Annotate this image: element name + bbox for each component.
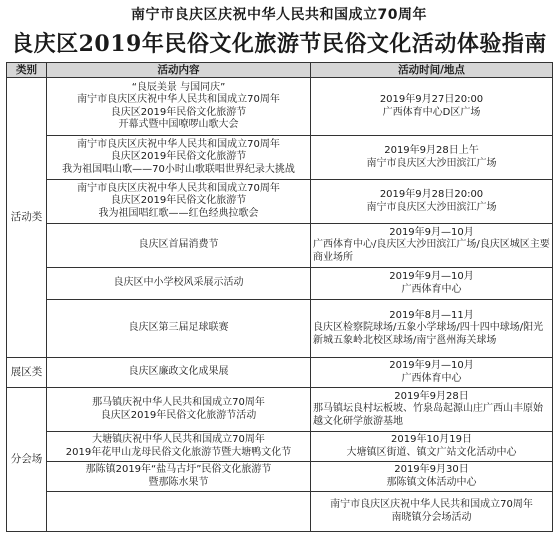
venue-line: 广西体育中心D区广场 [382, 106, 481, 118]
table-row [7, 492, 553, 532]
table-row [7, 78, 553, 136]
time-line: 2019年9月—10月 [389, 360, 474, 371]
header-time-venue: 活动时间/地点 [311, 63, 553, 78]
content-line: 我为祖国唱山歌——70小时山歌联唱世界纪录大挑战 [62, 163, 295, 175]
activity-content [47, 432, 311, 462]
category-cell: 分会场 [7, 388, 47, 532]
activity-time-venue [311, 388, 553, 432]
table-row [7, 136, 553, 180]
activity-time-venue [311, 300, 553, 358]
activity-content: 良庆区中小学校风采展示活动 [47, 268, 311, 300]
venue-line: 广西体育中心 [401, 372, 462, 384]
activity-time-venue [311, 224, 553, 268]
activity-time-venue [311, 358, 553, 388]
venue-line: 南宁市良庆区大沙田滨江广场 [366, 201, 497, 213]
table-header-row [7, 63, 553, 78]
content-line: 那陈镇2019年“盐马古圩”民俗文化旅游节 [85, 464, 272, 475]
activity-content [311, 492, 553, 532]
header-category: 类别 [7, 63, 47, 78]
time-line: 2019年9月30日 [394, 464, 469, 475]
time-line: 2019年9月28日上午 [384, 145, 479, 156]
activity-content: 良庆区第三届足球联赛 [47, 300, 311, 358]
time-line: 2019年9月—10月 [389, 226, 474, 238]
activity-content [47, 388, 311, 432]
table-row [7, 224, 553, 268]
time-line: 2019年9月—10月 [389, 271, 474, 282]
activity-time-venue [311, 180, 553, 224]
time-line: 2019年9月27日20:00 [379, 94, 484, 105]
activity-table [6, 62, 553, 532]
content-line: “良辰美景 与国同庆” [131, 81, 226, 93]
content-line: 南宁市良庆区庆祝中华人民共和国成立70周年 [77, 182, 280, 194]
activity-time-venue [311, 136, 553, 180]
activity-content [47, 136, 311, 180]
category-cell: 活动类 [7, 78, 47, 358]
content-line: 我为祖国唱红歌——红色经典拉歌会 [98, 207, 259, 219]
venue-line: 那马镇坛良村坛板坡、竹泉岛起源山庄广西山丰原始越文化研学旅游基地 [313, 403, 543, 427]
activity-content [47, 78, 311, 136]
activity-content: 良庆区廉政文化成果展 [47, 358, 311, 388]
table-row [7, 358, 553, 388]
venue-line: 那陈镇文体活动中心 [386, 476, 477, 488]
table-row [7, 462, 553, 492]
content-line: 暨那陈水果节 [148, 476, 209, 488]
venue-line: 南宁市良庆区大沙田滨江广场 [366, 157, 497, 169]
table-row [7, 432, 553, 462]
content-line: 南宁市良庆区庆祝中华人民共和国成立70周年 [330, 499, 533, 510]
content-line: 南宁市良庆区庆祝中华人民共和国成立70周年 [77, 138, 280, 150]
venue-line: 广西体育中心/良庆区大沙田滨江广场/良庆区城区主要商业场所 [313, 239, 550, 263]
content-line: 良庆区2019年民俗文化旅游节 [110, 106, 247, 118]
table-row [7, 388, 553, 432]
time-line: 2019年8月—11月 [389, 309, 474, 321]
header-line1: 南宁市良庆区庆祝中华人民共和国成立70周年 [131, 7, 427, 23]
venue-line: 广西体育中心 [401, 283, 462, 295]
content-line: 开幕式暨中国嘹啰山歌大会 [118, 119, 239, 130]
table-row [7, 300, 553, 358]
header-content: 活动内容 [47, 63, 311, 78]
content-line: 良庆区2019年民俗文化旅游节 [110, 195, 247, 207]
content-line: 良庆区2019年民俗文化旅游节 [110, 151, 247, 163]
venue-line: 大塘镇区街道、镇文广站文化活动中心 [346, 446, 517, 458]
content-line: 大塘镇庆祝中华人民共和国成立70周年 [92, 434, 265, 445]
time-line: 2019年9月28日 [394, 390, 469, 402]
category-cell-empty [47, 492, 311, 532]
header-title: 良庆区2019年民俗文化旅游节民俗文化活动体验指南 [11, 31, 547, 57]
activity-content [47, 180, 311, 224]
content-line: 2019年花甲山龙母民俗文化旅游节暨大塘鸭文化节 [65, 446, 292, 458]
activity-time-venue [311, 78, 553, 136]
content-line: 那马镇庆祝中华人民共和国成立70周年 [92, 397, 265, 408]
content-line: 南宁市良庆区庆祝中华人民共和国成立70周年 [77, 94, 280, 105]
activity-content: 良庆区首届消费节 [47, 224, 311, 268]
activity-content [47, 462, 311, 492]
table-row [7, 180, 553, 224]
content-line: 良庆区2019年民俗文化旅游节活动 [100, 409, 257, 421]
content-line: 南晓镇分会场活动 [391, 511, 472, 523]
activity-time-venue [311, 268, 553, 300]
activity-time-venue [311, 462, 553, 492]
time-line: 2019年9月28日20:00 [379, 189, 484, 200]
category-cell: 展区类 [7, 358, 47, 388]
time-line: 2019年10月19日 [391, 434, 472, 445]
table-row [7, 268, 553, 300]
venue-line: 良庆区检察院球场/五象小学球场/四十四中球场/阳光新城五象岭北校区球场/南宁邕州海关球场 [313, 322, 544, 346]
activity-time-venue [311, 432, 553, 462]
